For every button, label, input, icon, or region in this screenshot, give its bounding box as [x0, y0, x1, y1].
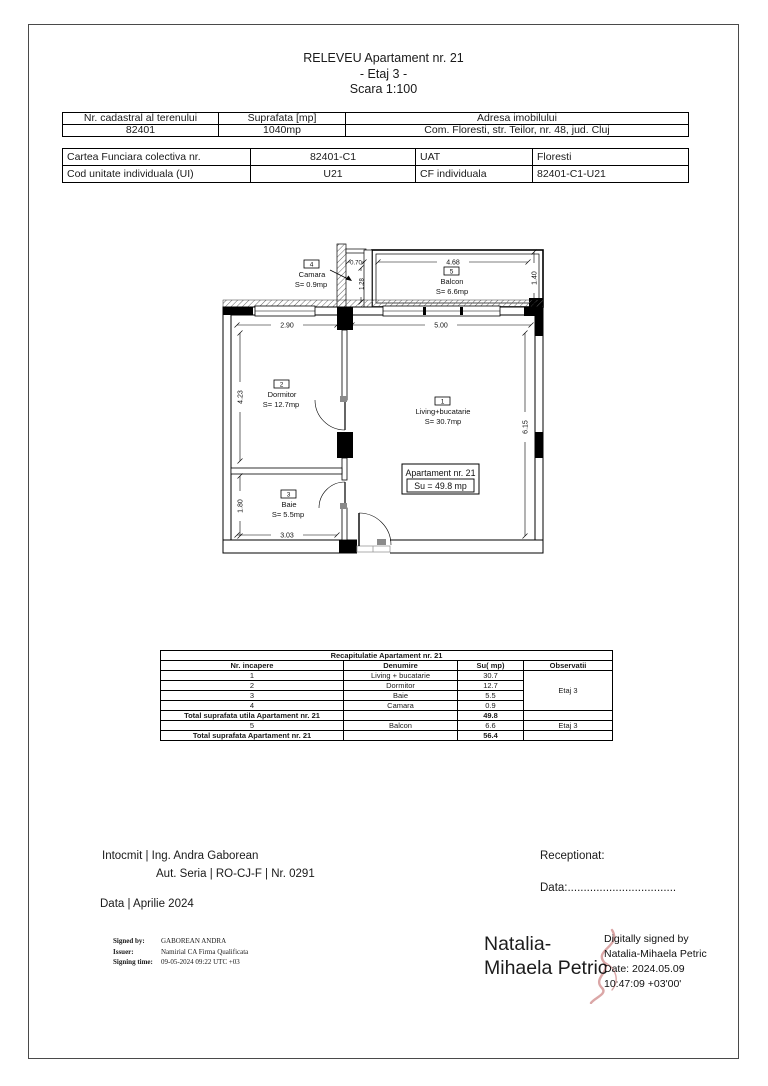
room-name-balcon: Balcon [440, 277, 464, 286]
issuer-label: Issuer: [113, 947, 134, 956]
signature-details [604, 932, 707, 992]
title-line-2: - Etaj 3 - [359, 66, 408, 81]
signature-block-left [113, 936, 248, 968]
room-area-baie: S= 5.5mp [271, 510, 305, 519]
room-name-camara: Camara [298, 270, 326, 279]
parcel-header-cadastral: Nr. cadastral al terenului [63, 113, 219, 125]
dim-balcon-depth: 1.40 [531, 271, 539, 285]
recap-row-balcon [161, 721, 613, 731]
recap-title: Recapitulatie Apartament nr. 21 [161, 651, 613, 661]
cf-table [62, 148, 689, 183]
room-name-living: Living+bucatarie [415, 407, 471, 416]
data-line: Data | Aprilie 2024 [100, 898, 194, 910]
receptionat-label: Receptionat: [540, 850, 605, 862]
room-area-balcon: S= 6.6mp [435, 287, 469, 296]
recap-su-1: 30.7 [458, 671, 524, 681]
room-label-dormitor [263, 380, 299, 409]
recap-su-3: 5.5 [458, 691, 524, 701]
door-baie [319, 482, 347, 509]
cf-colectiva-value: 82401-C1 [251, 149, 416, 166]
room-number-living: 1 [440, 398, 445, 406]
dim-balcon-width: 4.68 [446, 259, 460, 267]
issuer-value: Namirial CA Firma Qualificata [161, 947, 249, 956]
parcel-header-suprafata: Suprafata [mp] [219, 113, 346, 125]
recap-header-obs: Observatii [524, 661, 613, 671]
signed-by-value: GABOREAN ANDRA [161, 937, 227, 945]
recap-su-2: 12.7 [458, 681, 524, 691]
recap-obs-merged: Etaj 3 [524, 671, 613, 711]
parcel-table [62, 112, 689, 137]
door-dormitor [315, 396, 347, 430]
recap-table [160, 650, 613, 741]
cf-individuala-value: 82401-C1-U21 [533, 166, 689, 183]
recap-header-nr: Nr. incapere [161, 661, 344, 671]
recap-total-su: 56.4 [458, 731, 524, 741]
intocmit-line-2: Aut. Seria | RO-CJ-F | Nr. 0291 [156, 868, 315, 880]
signature-name-line-1: Natalia- [484, 933, 552, 955]
cf-row-1 [63, 149, 689, 166]
recap-nr-4: 4 [161, 701, 344, 711]
room-area-dormitor: S= 12.7mp [262, 400, 300, 409]
signature-details-line-3: Date: 2024.05.09 [604, 963, 685, 975]
title-line-3: Scara 1:100 [349, 82, 418, 96]
dim-living-width: 5.00 [434, 322, 448, 330]
door-entrance [357, 513, 391, 555]
room-area-camara: S= 0.9mp [294, 280, 328, 289]
room-label-living [416, 397, 471, 426]
recap-denumire-2: Dormitor [344, 681, 458, 691]
signature-name [484, 933, 608, 980]
camara-walls [337, 244, 372, 307]
room-number-baie: 3 [286, 491, 291, 499]
window-dormitor [255, 306, 315, 316]
dim-dormitor-width: 2.90 [280, 322, 294, 330]
recap-denumire-1: Living + bucatarie [344, 671, 458, 681]
cf-row-2 [63, 166, 689, 183]
dim-baie-width: 3.03 [280, 532, 294, 540]
room-name-dormitor: Dormitor [267, 390, 297, 399]
recap-total-utila-row [161, 711, 613, 721]
parcel-value-cadastral: 82401 [63, 125, 219, 137]
room-number-dormitor: 2 [279, 381, 284, 389]
recap-total-utila-su: 49.8 [458, 711, 524, 721]
recap-su-4: 0.9 [458, 701, 524, 711]
apartment-label-box [402, 464, 479, 494]
signing-time-value: 09-05-2024 09:22 UTC +03 [161, 958, 240, 966]
recap-nr-5: 5 [161, 721, 344, 731]
signature-details-line-4: 10:47:09 +03'00' [604, 978, 682, 990]
recap-total-label: Total suprafata Apartament nr. 21 [161, 731, 344, 741]
cf-individuala-label: CF individuala [416, 166, 533, 183]
recap-header-su: Su( mp) [458, 661, 524, 671]
recap-header-denumire: Denumire [344, 661, 458, 671]
recap-denumire-4: Camara [344, 701, 458, 711]
recap-row-living [161, 671, 613, 681]
issuer-row [113, 947, 248, 958]
title-line-1: RELEVEU Apartament nr. 21 [303, 51, 464, 65]
recap-denumire-3: Baie [344, 691, 458, 701]
signing-time-label: Signing time: [113, 958, 153, 966]
dim-baie-height: 1.80 [237, 499, 245, 513]
uat-value: Floresti [533, 149, 689, 166]
parcel-header-row [63, 113, 689, 125]
signature-details-line-1: Digitally signed by [604, 933, 689, 945]
signature-details-line-2: Natalia-Mihaela Petric [604, 948, 707, 960]
dim-living-height: 6.15 [522, 420, 530, 434]
apartment-title: Apartament nr. 21 [405, 468, 476, 478]
signed-by-label: Signed by: [113, 937, 145, 945]
apartment-area: Su = 49.8 mp [414, 481, 467, 491]
recap-total-utila-obs [524, 711, 613, 721]
cf-colectiva-label: Cartea Funciara colectiva nr. [63, 149, 251, 166]
receptionat-data-dots: Data:.................................. [540, 882, 677, 894]
parcel-value-suprafata: 1040mp [219, 125, 346, 137]
room-name-baie: Baie [281, 500, 297, 509]
recap-total-row [161, 731, 613, 741]
recap-total-utila-label: Total suprafata utila Apartament nr. 21 [161, 711, 344, 721]
recap-nr-2: 2 [161, 681, 344, 691]
room-area-living: S= 30.7mp [424, 417, 462, 426]
recap-total-obs [524, 731, 613, 741]
floor-plan [200, 230, 560, 570]
signed-by-row [113, 936, 248, 947]
room-number-camara: 4 [309, 261, 314, 269]
room-number-balcon: 5 [449, 268, 454, 276]
parcel-value-adresa: Com. Floresti, str. Teilor, nr. 48, jud. Cluj [346, 125, 689, 137]
recap-total-utila-denumire [344, 711, 458, 721]
intocmit-line-1: Intocmit | Ing. Andra Gaborean [102, 850, 259, 862]
cod-ui-label: Cod unitate individuala (UI) [63, 166, 251, 183]
window-living [383, 306, 500, 316]
dim-dormitor-height: 4.23 [237, 390, 245, 404]
dim-camara-width: 0.70 [350, 260, 362, 267]
recap-obs-5: Etaj 3 [524, 721, 613, 731]
recap-total-denumire [344, 731, 458, 741]
dim-camara-depth: 1.28 [359, 278, 366, 290]
recap-denumire-5: Balcon [344, 721, 458, 731]
cod-ui-value: U21 [251, 166, 416, 183]
title-block [28, 51, 739, 98]
signature-name-line-2: Mihaela Petric [484, 956, 608, 979]
uat-label: UAT [416, 149, 533, 166]
recap-title-row [161, 651, 613, 661]
recap-su-5: 6.6 [458, 721, 524, 731]
parcel-header-adresa: Adresa imobilului [346, 113, 689, 125]
room-label-baie [272, 490, 304, 519]
parcel-value-row [63, 125, 689, 137]
recap-nr-1: 1 [161, 671, 344, 681]
signing-time-row [113, 957, 248, 968]
recap-header-row [161, 661, 613, 671]
recap-nr-3: 3 [161, 691, 344, 701]
